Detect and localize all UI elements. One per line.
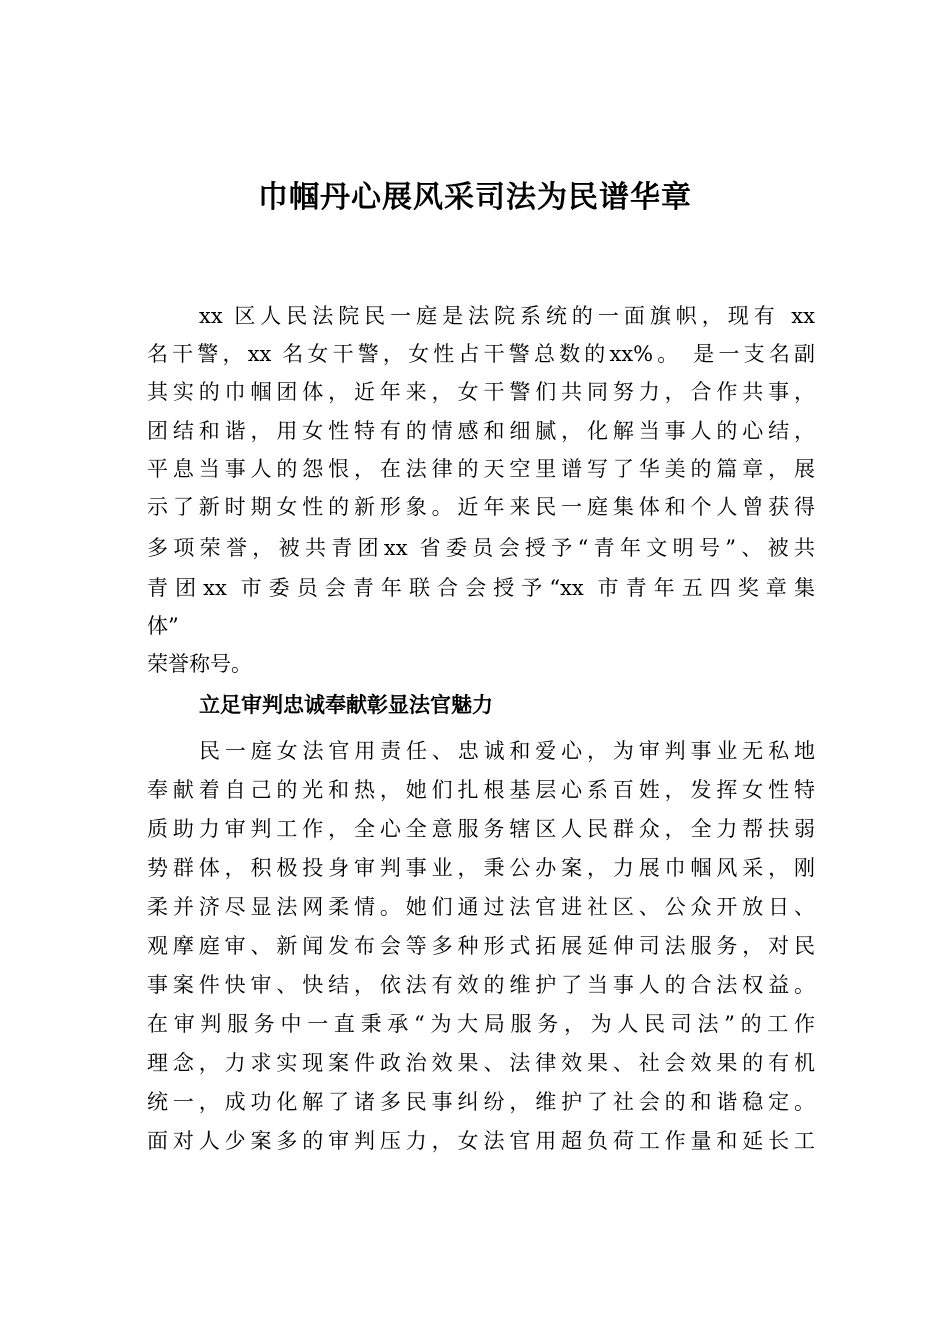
paragraph-line: xx 区人民法院民一庭是法院系统的一面旗帜，现有 xx <box>199 304 815 328</box>
paragraph-line: 面对人少案多的审判压力，女法官用超负荷工作量和延长工 <box>147 1129 815 1153</box>
paragraph-line: 青团xx 市委员会青年联合会授予“xx 市青年五四奖章集 <box>147 576 815 600</box>
paragraph-line: 平息当事人的怨恨，在法律的天空里谱写了华美的篇章，展 <box>147 457 815 481</box>
paragraph-line: 名干警，xx 名女干警，女性占干警总数的xx%。 是一支名副 <box>147 342 815 366</box>
paragraph-line: 柔并济尽显法网柔情。她们通过法官进社区、公众开放日、 <box>147 895 815 919</box>
paragraph-line: 势群体，积极投身审判事业，秉公办案，力展巾帼风采，刚 <box>147 856 815 880</box>
paragraph-line: 多项荣誉，被共青团xx 省委员会授予“青年文明号”、被共 <box>147 536 815 560</box>
paragraph-line: 质助力审判工作，全心全意服务辖区人民群众，全力帮扶弱 <box>147 817 815 841</box>
paragraph-line: 在审判服务中一直秉承“为大局服务，为人民司法”的工作 <box>147 1012 815 1036</box>
paragraph-line: 体” <box>147 614 179 638</box>
paragraph-line: 示了新时期女性的新形象。近年来民一庭集体和个人曾获得 <box>147 495 815 519</box>
paragraph-line: 统一，成功化解了诸多民事纠纷，维护了社会的和谐稳定。 <box>147 1090 815 1114</box>
paragraph-line: 事案件快审、快结，依法有效的维护了当事人的合法权益。 <box>147 973 815 997</box>
paragraph-line: 荣誉称号。 <box>147 652 252 676</box>
paragraph-line: 奉献着自己的光和热，她们扎根基层心系百姓，发挥女性特 <box>147 778 815 802</box>
paragraph-line: 团结和谐，用女性特有的情感和细腻，化解当事人的心结， <box>147 419 815 443</box>
paragraph-line: 理念，力求实现案件政治效果、法律效果、社会效果的有机 <box>147 1051 815 1075</box>
paragraph-line: 其实的巾帼团体，近年来，女干警们共同努力，合作共事， <box>147 380 815 404</box>
document-title: 巾帼丹心展风采司法为民谱华章 <box>258 180 692 215</box>
section-heading: 立足审判忠诚奉献彰显法官魅力 <box>199 693 493 717</box>
paragraph-line: 观摩庭审、新闻发布会等多种形式拓展延伸司法服务，对民 <box>147 934 815 958</box>
paragraph-line: 民一庭女法官用责任、忠诚和爱心，为审判事业无私地 <box>199 739 815 763</box>
